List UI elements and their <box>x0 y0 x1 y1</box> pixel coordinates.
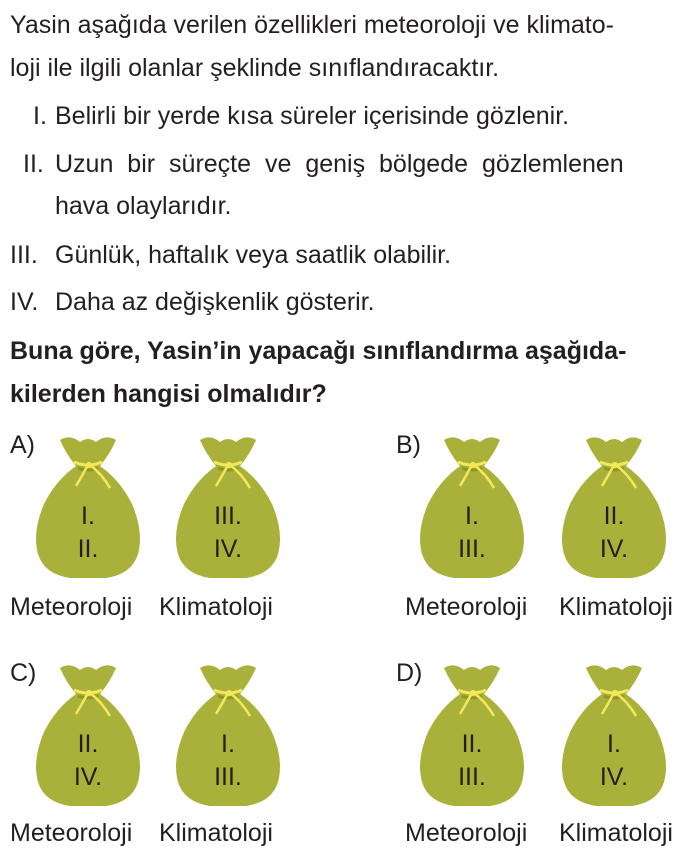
sack-items <box>414 728 530 794</box>
sack-item-number: I. <box>607 730 621 758</box>
sack-item-number: III. <box>214 763 242 791</box>
sack-label: Meteoroloji <box>405 819 528 847</box>
sack-item-number: I. <box>465 502 479 530</box>
sack-label: Meteoroloji <box>405 593 528 621</box>
sack-item-number: I. <box>221 730 235 758</box>
sack-items <box>170 500 286 566</box>
question-prompt-line-2: kilerden hangisi olmalıdır? <box>10 380 327 408</box>
sack-icon <box>556 432 672 580</box>
sack-items <box>170 728 286 794</box>
sack-icon <box>556 660 672 808</box>
statement-number: II. <box>23 150 44 178</box>
sack-label: Klimatoloji <box>559 819 673 847</box>
sack-icon <box>30 432 146 580</box>
sack-item-number: II. <box>461 730 483 758</box>
statement-text: Belirli bir yerde kısa süreler içerisinde gözlenir. <box>55 102 570 130</box>
sack-label: Klimatoloji <box>559 593 673 621</box>
option-letter[interactable]: A) <box>10 431 35 459</box>
statement-text: Uzun bir süreçte ve geniş bölgede gözlemlenen <box>55 150 624 178</box>
sack-item-number: IV. <box>599 535 629 563</box>
sack-icon <box>170 660 286 808</box>
statement-number: I. <box>33 102 47 130</box>
sack-icon <box>170 432 286 580</box>
sack-item-number: IV. <box>73 763 103 791</box>
sack-item-number: III. <box>458 535 486 563</box>
sack-label: Meteoroloji <box>10 819 133 847</box>
statement-number: III. <box>10 241 38 269</box>
sack-items <box>414 500 530 566</box>
sack-label: Klimatoloji <box>159 593 273 621</box>
sack-item-number: IV. <box>599 763 629 791</box>
statement-text: Günlük, haftalık veya saatlik olabilir. <box>55 241 452 269</box>
question-intro-line-1: Yasin aşağıda verilen özellikleri meteoroloji ve klimato- <box>10 11 614 39</box>
statement-text: hava olaylarıdır. <box>55 192 232 220</box>
sack-icon <box>414 432 530 580</box>
option-letter[interactable]: C) <box>10 659 37 687</box>
option-letter[interactable]: B) <box>396 431 421 459</box>
sack-item-number: I. <box>81 502 95 530</box>
sack-items <box>30 728 146 794</box>
sack-item-number: III. <box>458 763 486 791</box>
question-prompt-line-1: Buna göre, Yasin’in yapacağı sınıflandırma aşağıda- <box>10 337 627 365</box>
sack-item-number: II. <box>603 502 625 530</box>
sack-icon <box>414 660 530 808</box>
statement-text: Daha az değişkenlik gösterir. <box>55 288 375 316</box>
sack-items <box>30 500 146 566</box>
sack-icon <box>30 660 146 808</box>
sack-label: Klimatoloji <box>159 819 273 847</box>
sack-item-number: II. <box>77 730 99 758</box>
sack-item-number: II. <box>77 535 99 563</box>
statement-number: IV. <box>10 288 39 316</box>
sack-item-number: IV. <box>213 535 243 563</box>
question-intro-line-2: loji ile ilgili olanlar şeklinde sınıflandıracaktır. <box>10 54 500 82</box>
sack-items <box>556 500 672 566</box>
sack-items <box>556 728 672 794</box>
sack-item-number: III. <box>214 502 242 530</box>
sack-label: Meteoroloji <box>10 593 133 621</box>
option-letter[interactable]: D) <box>396 659 423 687</box>
